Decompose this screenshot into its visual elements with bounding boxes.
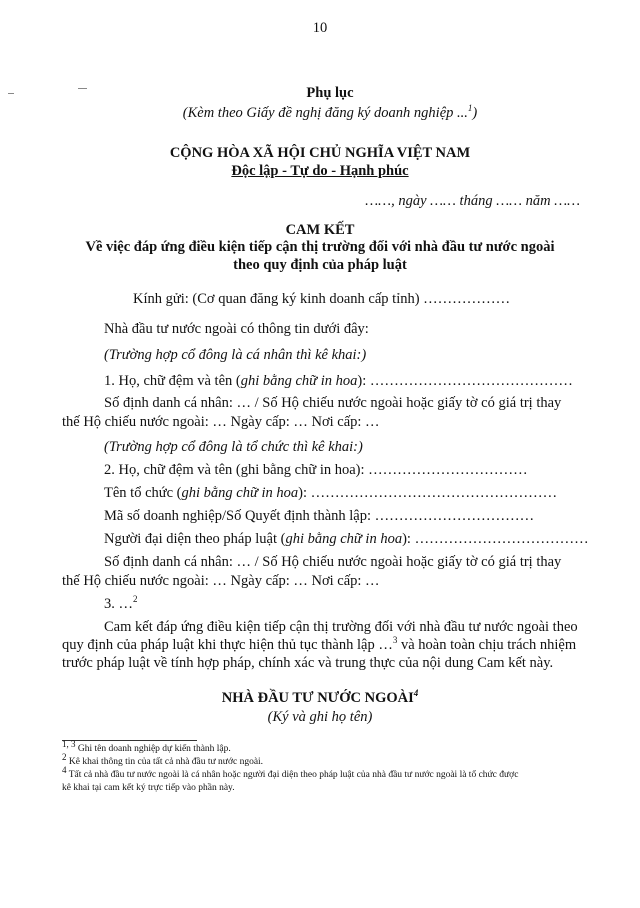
footnote-ref: 4 (413, 688, 419, 699)
page-number: 10 (312, 20, 328, 36)
item2-business-code: Mã số doanh nghiệp/Số Quyết định thành lập: …………………………… (104, 508, 535, 524)
footnote-ref: 2 (133, 594, 138, 605)
item3: 3. …$^2$ (104, 594, 138, 612)
item2-name: 2. Họ, chữ đệm và tên (ghi bằng chữ in hoa): …………………………… (104, 462, 528, 478)
item1-id-line-2: thế Hộ chiếu nước ngoài: … Ngày cấp: … Nơi cấp: … (62, 414, 380, 430)
footnote-ref: 1 (467, 103, 473, 114)
footnote-3-continued: kê khai tại cam kết ký trực tiếp vào phần này. (62, 783, 235, 793)
document-title: CAM KẾT (285, 222, 355, 238)
country-name: CỘNG HÒA XÃ HỘI CHỦ NGHĨA VIỆT NAM (169, 145, 471, 161)
footnote-1: $^{1, 3}$ Ghi tên doanh nghiệp dự kiến thành lập. (62, 739, 231, 755)
addressee: Kính gửi: (Cơ quan đăng ký kinh doanh cấp tỉnh) ……………… (133, 291, 511, 307)
footnote-separator (62, 740, 197, 741)
intro-text: Nhà đầu tư nước ngoài có thông tin dưới đây: (104, 321, 369, 337)
appendix-title: Phụ lục (306, 85, 354, 101)
case-organization: (Trường hợp cổ đông là tổ chức thì kê khai:) (104, 439, 363, 455)
item2-id-line-2: thế Hộ chiếu nước ngoài: … Ngày cấp: … Nơi cấp: … (62, 573, 380, 589)
national-slogan: Độc lập - Tự do - Hạnh phúc (231, 163, 409, 179)
footnote-3: $^4$ Tất cả nhà đầu tư nước ngoài là cá nhân hoặc người đại diện theo pháp luật của nhà đầu tư nước ngoài là tổ chức được (62, 765, 519, 781)
signature-title: NHÀ ĐẦU TƯ NƯỚC NGOÀI$^4$ (221, 688, 419, 706)
item2-org-name: Tên tổ chức (ghi bằng chữ in hoa): …………………………………………… (104, 485, 558, 501)
commitment-line-3: trước pháp luật về tính hợp pháp, chính xác và trung thực của nội dung Cam kết này. (62, 655, 554, 671)
item2-legal-representative: Người đại diện theo pháp luật (ghi bằng chữ in hoa): ……………………………… (104, 531, 589, 547)
item1-id-line-1: Số định danh cá nhân: … / Số Hộ chiếu nước ngoài hoặc giấy tờ có giá trị thay (104, 395, 562, 411)
case-individual: (Trường hợp cổ đông là cá nhân thì kê khai:) (104, 347, 367, 363)
item1-name: 1. Họ, chữ đệm và tên (ghi bằng chữ in hoa): …………………………………… (104, 373, 573, 389)
date-line: ……, ngày …… tháng …… năm …… (365, 193, 580, 209)
document-subject-line-2: theo quy định của pháp luật (233, 257, 407, 273)
commitment-line-1: Cam kết đáp ứng điều kiện tiếp cận thị trường đối với nhà đầu tư nước ngoài theo (104, 619, 578, 635)
commitment-line-2: quy định của pháp luật khi thực hiện thủ tục thành lập …$^3$ và hoàn toàn chịu trách nhiệm (62, 635, 577, 653)
footnote-2: $^2$ Kê khai thông tin của tất cả nhà đầu tư nước ngoài. (62, 752, 264, 768)
appendix-subtitle: (Kèm theo Giấy đề nghị đăng ký doanh nghiệp ...$^1$) (182, 103, 478, 121)
signature-note: (Ký và ghi họ tên) (267, 709, 373, 725)
document-subject-line-1: Về việc đáp ứng điều kiện tiếp cận thị trường đối với nhà đầu tư nước ngoài (85, 239, 555, 255)
footnote-ref: 3 (392, 635, 398, 646)
item2-id-line-1: Số định danh cá nhân: … / Số Hộ chiếu nước ngoài hoặc giấy tờ có giá trị thay (104, 554, 562, 570)
